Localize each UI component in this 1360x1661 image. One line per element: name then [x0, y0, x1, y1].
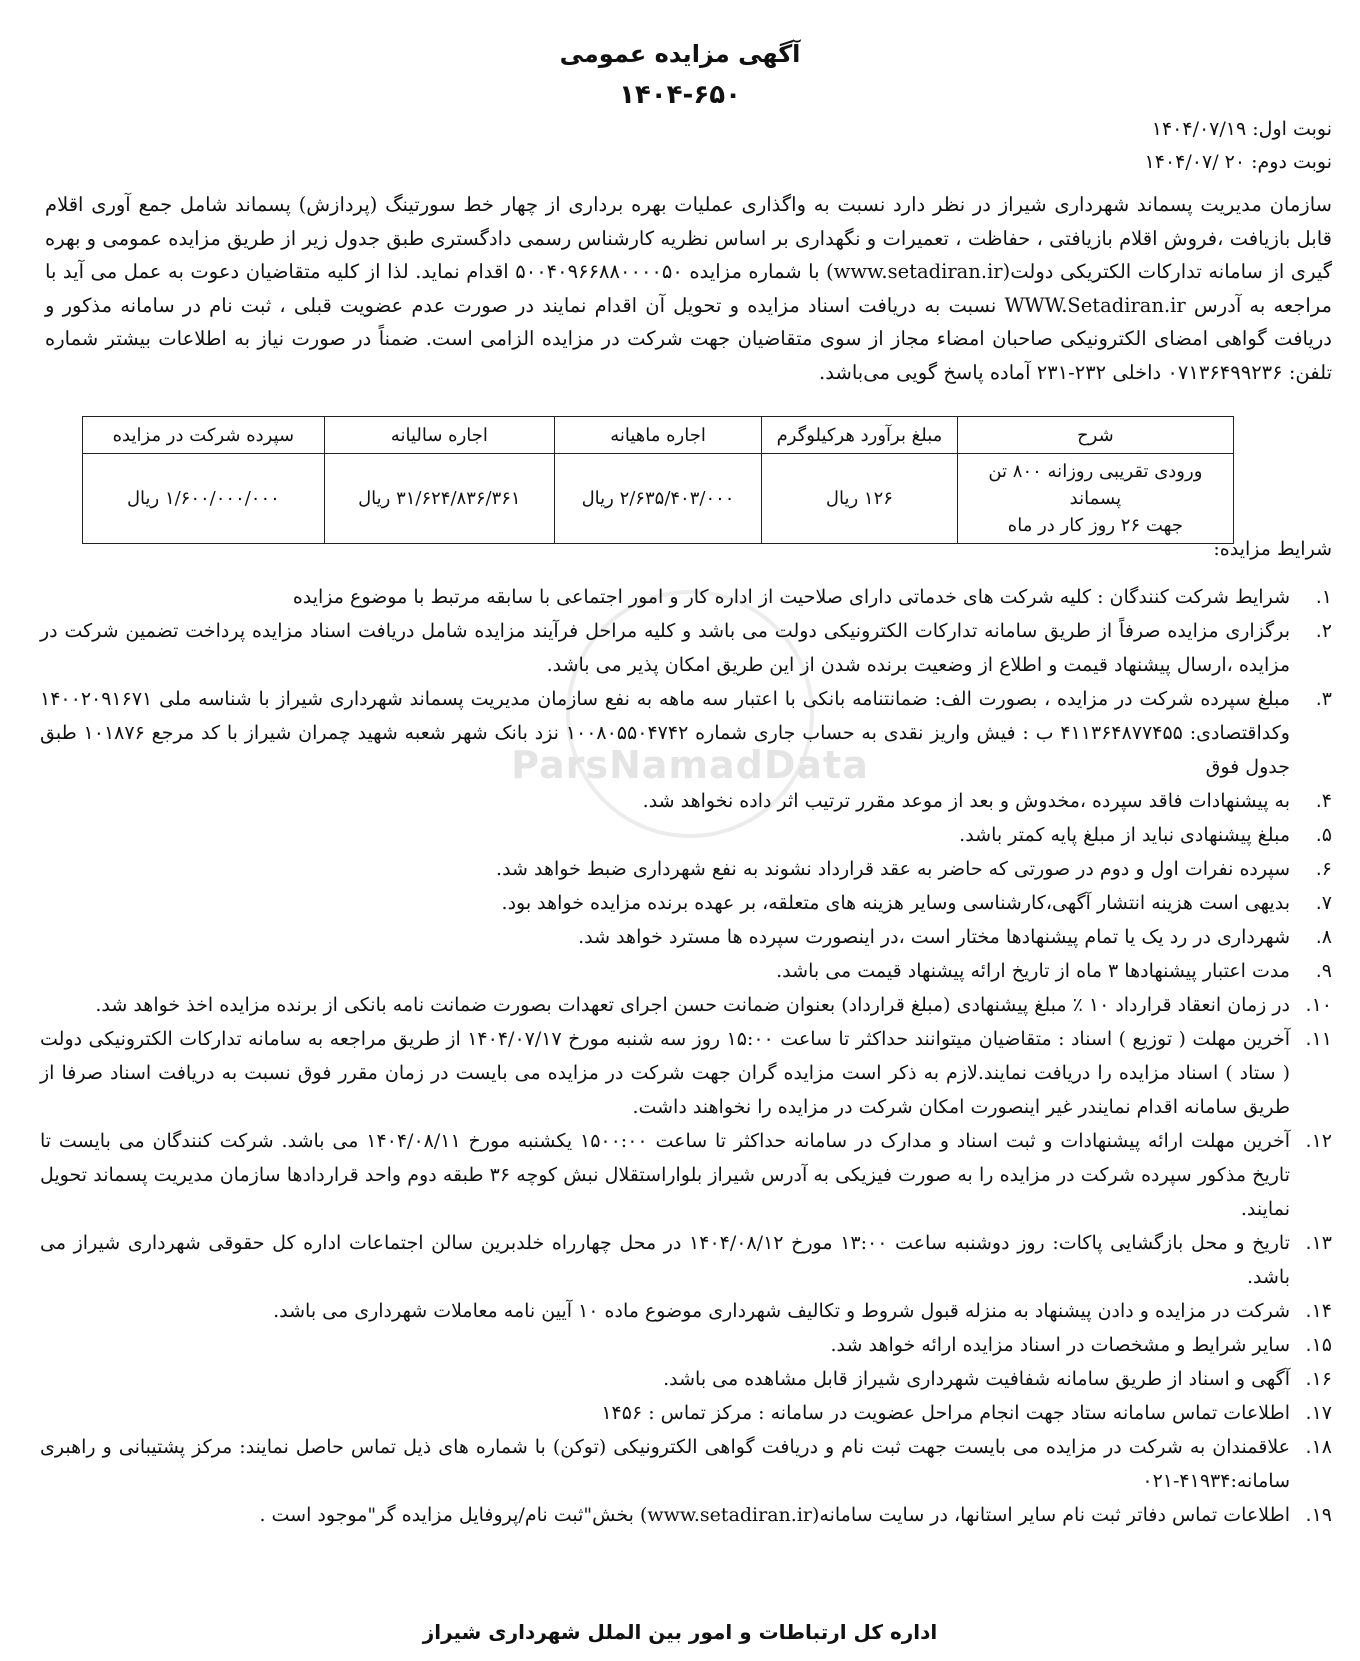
- auction-table: [82, 416, 1234, 544]
- notice-title: آگهی مزایده عمومی: [559, 40, 801, 68]
- intro-part1: سازمان مدیریت پسماند شهرداری شیراز در نظر دارد نسبت به واگذاری عملیات بهره برداری از چهار خط سورتینگ (پردازش) پسماند شامل جمع آوری اقلام قابل بازیافت ،فروش اقلام بازیافتی ، حفاظت ، تعمیرات و نگهداری بر اساس نظریه کارشناس رسمی دادگستری طبق جدول زیر از طریق مزایده عمومی و بهره گیری از سامانه تدارکات الکتریکی دولت(: [45, 193, 1332, 283]
- issuer-signature: اداره کل ارتباطات و امور بین الملل شهرداری شیراز: [422, 1620, 938, 1644]
- header-deposit: سپرده شرکت در مزایده: [83, 417, 325, 454]
- list-item: ۱. شرایط شرکت کنندگان : کلیه شرکت های خدماتی دارای صلاحیت از اداره کار و امور اجتماعی با سابقه مرتبط با موضوع مزایده: [292, 586, 1332, 608]
- table-header-row: [83, 417, 1234, 454]
- list-item: ۷. بدیهی است هزینه انتشار آگهی،کارشناسی وسایر هزینه های متعلقه، بر عهده برنده مزایده خواهد بود.: [501, 892, 1332, 914]
- conditions-list: [40, 580, 1332, 1532]
- list-item: ۱۸. علاقمندان به شرکت در مزایده می بایست جهت ثبت نام و دریافت گواهی الکترونیکی (توکن) با شماره های ذیل تماس حاصل نمایند: مرکز پشتیبانی و راهبری سامانه:۴۱۹۳۴-۰۲۱: [40, 1436, 1332, 1492]
- intro-part3: نسبت به دریافت اسناد مزایده و تحویل آن اقدام نمایند در صورت عدم عضویت قبلی ، ثبت نام در سامانه مذکور و دریافت گواهی امضای الکترونیکی صاحبان امضاء مجاز از سوی متقاضیان جهت شرکت در مزایده الزامی است. ضمناً در صورت نیاز به اطلاعات بیشتر شماره تلفن: ۰۷۱۳۶۴۹۹۲۳۶ داخلی ۲۳۲-۲۳۱ آماده پاسخ گویی می‌باشد.: [45, 293, 1332, 384]
- setadiran-link-1[interactable]: www.setadiran.ir: [833, 260, 1003, 283]
- list-item: ۶. سپرده نفرات اول و دوم در صورتی که حاضر به عقد قرارداد نشوند به نفع شهرداری ضبط خواهد شد.: [496, 858, 1332, 880]
- cell-per-kg: ۱۲۶ ریال: [762, 454, 958, 544]
- list-item: ۵. مبلغ پیشنهادی نباید از مبلغ پایه کمتر باشد.: [959, 824, 1332, 846]
- setadiran-link-2[interactable]: WWW.Setadiran.ir: [1004, 293, 1186, 317]
- header-per-kg: مبلغ برآورد هرکیلوگرم: [762, 417, 958, 454]
- intro-part2: ) با شماره مزایده ۵۰۰۴۰۹۶۶۸۸۰۰۰۰۵۰ اقدام نماید. لذا از کلیه متقاضیان دعوت به عمل می آید با مراجعه به آدرس: [45, 260, 1332, 317]
- list-item: ۱۷. اطلاعات تماس سامانه ستاد جهت انجام مراحل عضویت در سامانه : مرکز تماس : ۱۴۵۶: [601, 1402, 1332, 1424]
- header-monthly: اجاره ماهیانه: [554, 417, 761, 454]
- second-round-date: نوبت دوم: ۲۰ /۱۴۰۴/۰۷: [1144, 151, 1332, 173]
- cell-description: [957, 454, 1233, 544]
- list-item: ۱۹. اطلاعات تماس دفاتر ثبت نام سایر استانها، در سایت سامانه(www.setadiran.ir) بخش"ثبت نام/پروفایل مزایده گر"موجود است .: [259, 1504, 1332, 1526]
- list-item: ۱۶. آگهی و اسناد از طریق سامانه شفافیت شهرداری شیراز قابل مشاهده می باشد.: [663, 1368, 1332, 1390]
- description-line-2: جهت ۲۶ روز کار در ماه: [1007, 515, 1183, 536]
- watermark-text: ParsNamadData: [511, 743, 869, 787]
- list-item: ۸. شهرداری در رد یک یا تمام پیشنهادها مختار است ،در اینصورت سپرده ها مسترد خواهد شد.: [578, 926, 1332, 948]
- list-item: ۴. به پیشنهادات فاقد سپرده ،مخدوش و بعد از موعد مقرر ترتیب اثر داده نخواهد شد.: [642, 790, 1332, 812]
- list-item: ۹. مدت اعتبار پیشنهادها ۳ ماه از تاریخ ارائه پیشنهاد قیمت می باشد.: [776, 960, 1332, 982]
- cell-yearly: ۳۱/۶۲۴/۸۳۶/۳۶۱ ریال: [324, 454, 554, 544]
- header-description: شرح: [957, 417, 1233, 454]
- list-item: ۱۲. آخرین مهلت ارائه پیشنهادات و ثبت اسناد و مدارک در سامانه حداکثر تا ساعت ۱۵۰۰:۰۰ یکشنبه مورخ ۱۴۰۴/۰۸/۱۱ می باشد. شرکت کنندگان می بایست تا تاریخ مذکور سپرده شرکت در مزایده را به صورت فیزیکی به آدرس شیراز بلواراستقلال نبش کوچه ۳۶ طبقه دوم واحد قراردادها سازمان مدیریت پسماند تحویل نمایند.: [40, 1130, 1332, 1220]
- description-line-1: ورودی تقریبی روزانه ۸۰۰ تن پسماند: [988, 461, 1203, 509]
- conditions-title: شرایط مزایده:: [1213, 538, 1332, 560]
- table-row: [83, 454, 1234, 544]
- intro-paragraph: [45, 188, 1332, 389]
- notice-number: ۱۴۰۴-۶۵۰: [619, 80, 741, 110]
- list-item: ۱۰. در زمان انعقاد قرارداد ۱۰ ٪ مبلغ پیشنهادی (مبلغ قرارداد) بعنوان ضمانت حسن اجرای تعهدات بصورت ضمانت نامه بانکی از برنده مزایده اخذ خواهد شد.: [95, 994, 1332, 1016]
- cell-deposit: ۱/۶۰۰/۰۰۰/۰۰۰ ریال: [83, 454, 325, 544]
- cell-monthly: ۲/۶۳۵/۴۰۳/۰۰۰ ریال: [554, 454, 761, 544]
- header-yearly: اجاره سالیانه: [324, 417, 554, 454]
- first-round-date: نوبت اول: ۱۴۰۴/۰۷/۱۹: [1151, 118, 1332, 140]
- list-item: ۲. برگزاری مزایده صرفاً از طریق سامانه تدارکات الکترونیکی دولت می باشد و کلیه مراحل فرآیند مزایده شامل دریافت اسناد مزایده پرداخت تضمین شرکت در مزایده ،ارسال پیشنهاد قیمت و اطلاع از وضعیت برنده شدن از این طریق امکان پذیر می باشد.: [40, 620, 1332, 676]
- list-item: ۱۴. شرکت در مزایده و دادن پیشنهاد به منزله قبول شروط و تکالیف شهرداری موضوع ماده ۱۰ آیین نامه معاملات شهرداری می باشد.: [273, 1300, 1332, 1322]
- list-item: ۱۳. تاریخ و محل بازگشایی پاکات: روز دوشنبه ساعت ۱۳:۰۰ مورخ ۱۴۰۴/۰۸/۱۲ در محل چهارراه خلدبرین سالن اجتماعات اداره کل حقوقی شهرداری شیراز می باشد.: [40, 1232, 1332, 1288]
- list-item: ۱۵. سایر شرایط و مشخصات در اسناد مزایده ارائه خواهد شد.: [830, 1334, 1332, 1356]
- list-item: ۱۱. آخرین مهلت ( توزیع ) اسناد : متقاضیان میتوانند حداکثر تا ساعت ۱۵:۰۰ روز سه شنبه مورخ ۱۴۰۴/۰۷/۱۷ از طریق مراجعه به سامانه تدارکات الکترونیکی دولت ( ستاد ) اسناد مزایده را دریافت نمایند.لازم به ذکر است مزایده گران جهت شرکت در مزایده می بایست در زمان مقرر فوق نسبت به دریافت اسناد صرفا از طریق سامانه اقدام نمایندر غیر اینصورت امکان شرکت در مزایده را نخواهند داشت.: [40, 1028, 1332, 1118]
- list-item: ۳. مبلغ سپرده شرکت در مزایده ، بصورت الف: ضمانتنامه بانکی با اعتبار سه ماهه به نفع سازمان مدیریت پسماند شهرداری شیراز با شناسه ملی ۱۴۰۰۲۰۹۱۶۷۱ وکداقتصادی: ۴۱۱۳۶۴۸۷۷۴۵۵ ب : فیش واریز نقدی به حساب جاری شماره ۱۰۰۸۰۵۵۰۴۷۴۲ نزد بانک شهر شعبه شهید چمران شیراز با کد مرجع ۱۰۱۸۷۶ طبق جدول فوق: [40, 688, 1332, 778]
